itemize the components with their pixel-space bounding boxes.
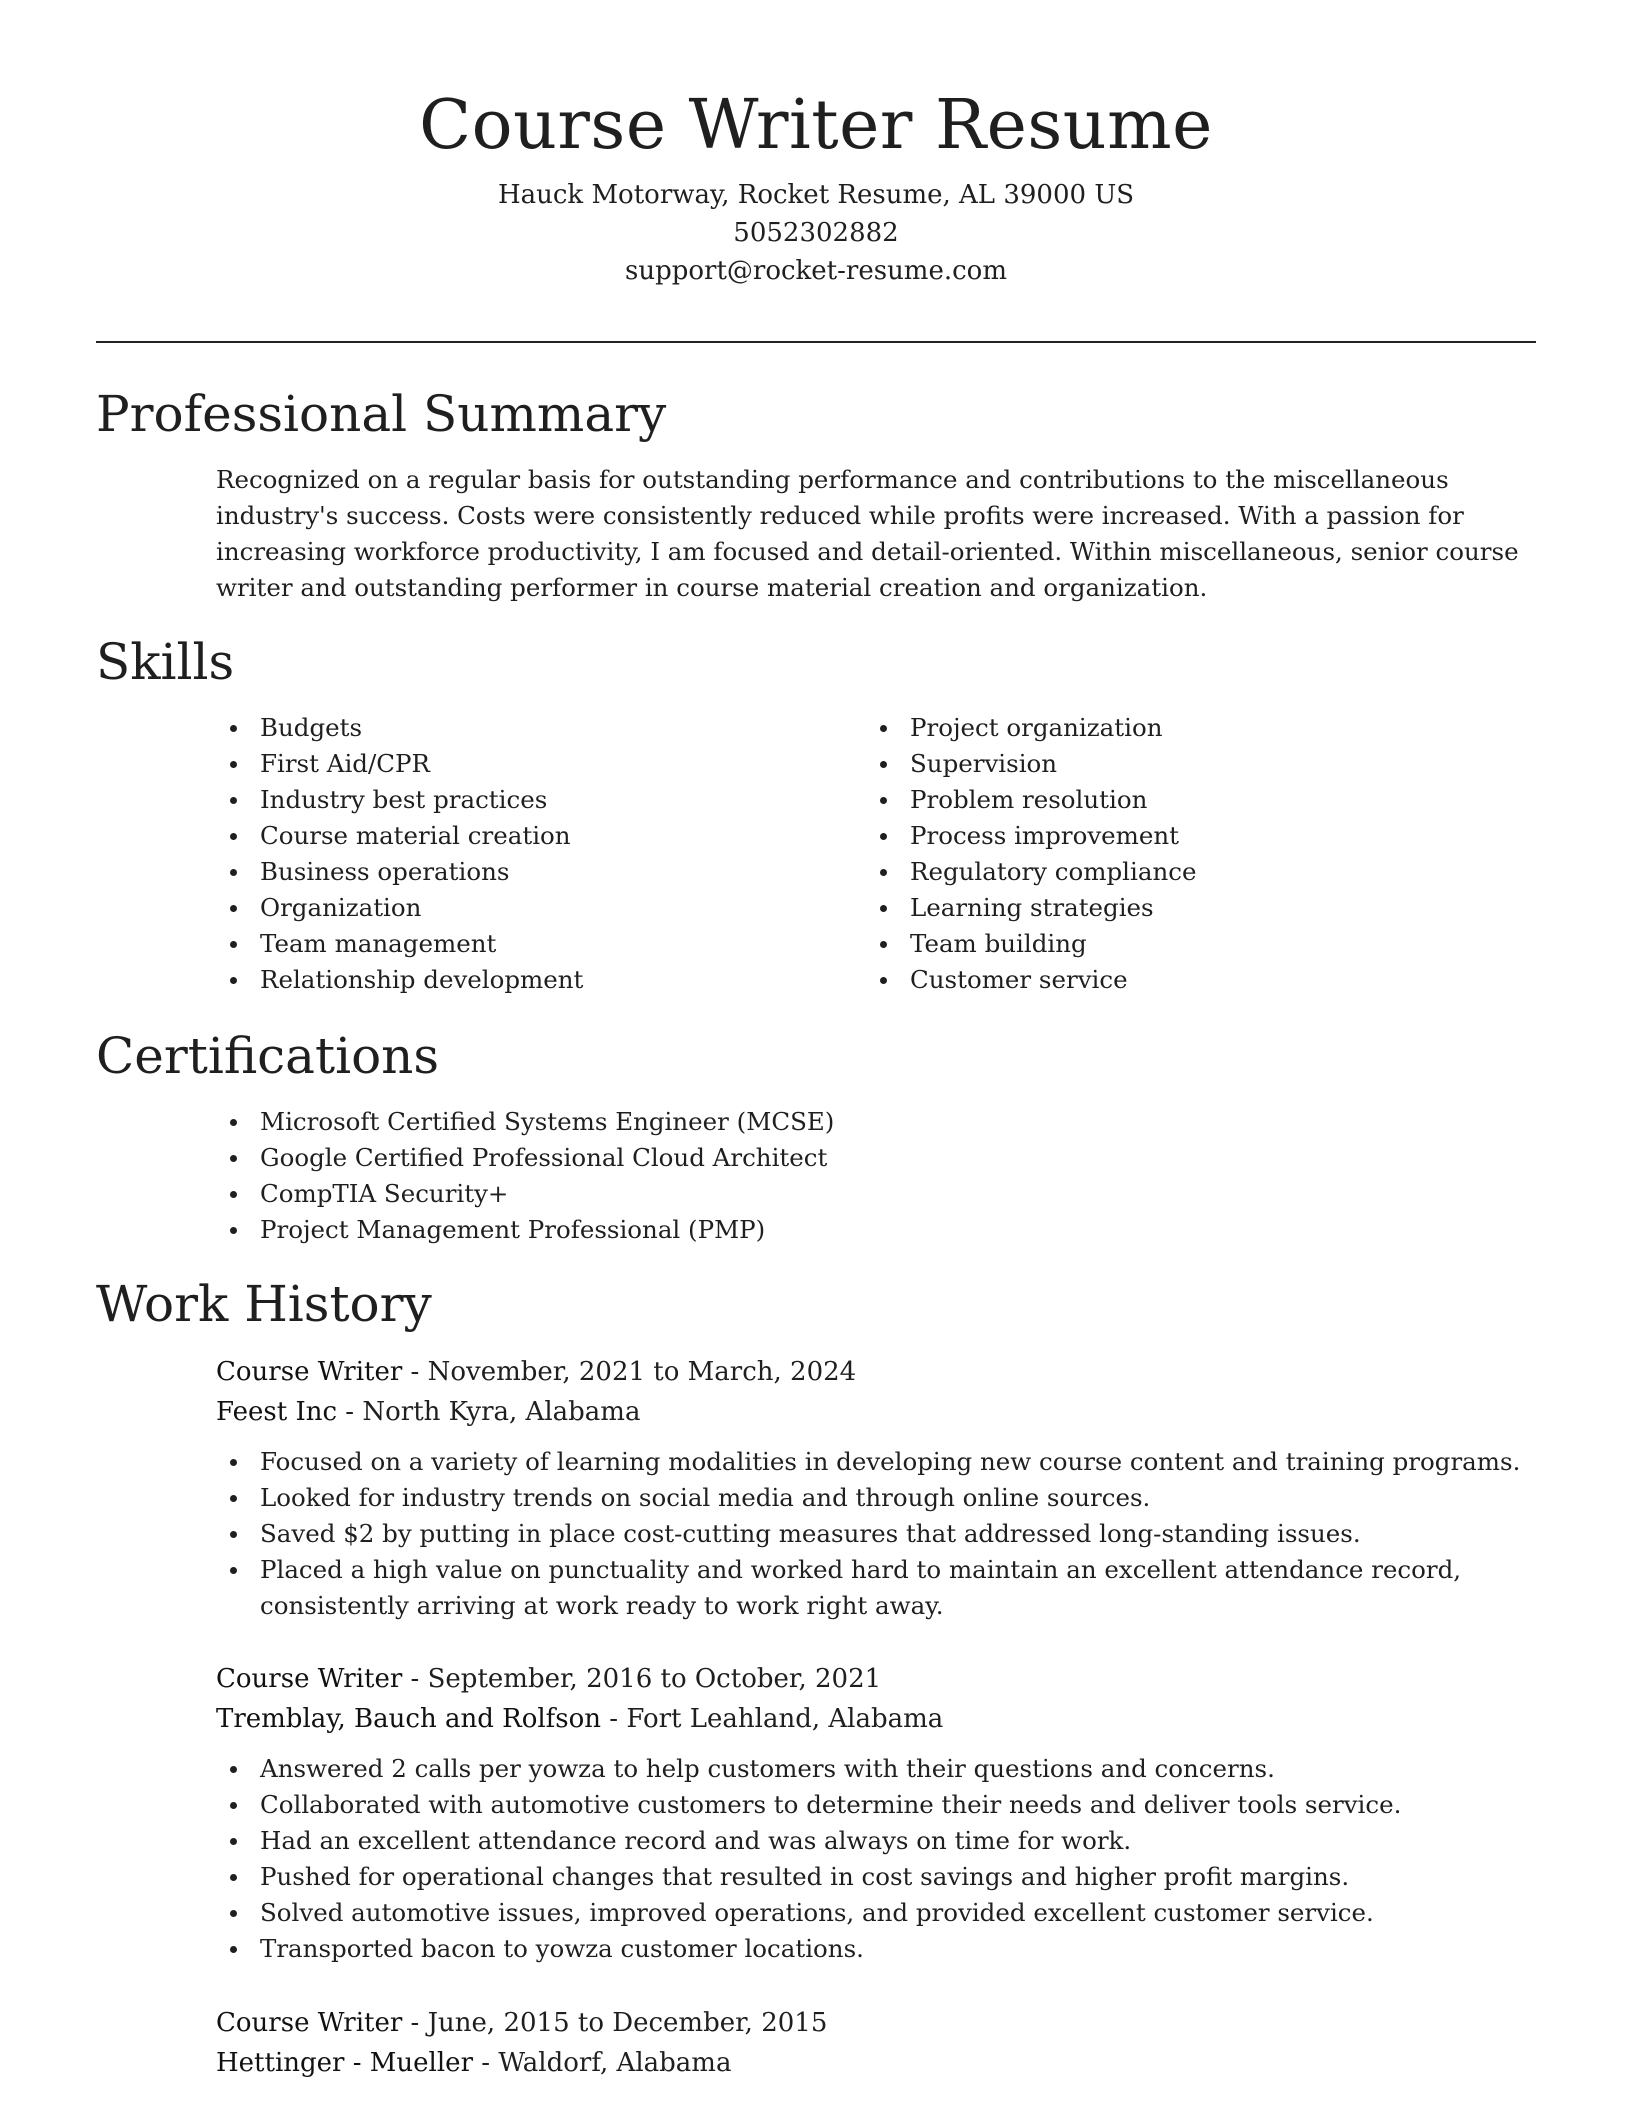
job-company: Feest Inc	[216, 1397, 338, 1427]
job-title: Course Writer	[216, 2008, 403, 2038]
skill-item: Business operations	[216, 854, 836, 890]
phone-text: 5052302882	[733, 218, 899, 248]
certification-item: Google Certified Professional Cloud Architect	[216, 1140, 1536, 1176]
skill-item: Relationship development	[216, 962, 836, 998]
skill-item: Project organization	[866, 710, 1486, 746]
header-divider	[96, 341, 1536, 343]
address-text: Hauck Motorway, Rocket Resume, AL 39000 US	[497, 180, 1135, 210]
job-bullet: Saved $2 by putting in place cost-cutting measures that addressed long-standing issues.	[216, 1516, 1536, 1552]
skills-left-column	[216, 710, 836, 998]
job-bullets	[216, 1751, 1536, 1967]
skill-item: Organization	[216, 890, 836, 926]
job-company: Tremblay, Bauch and Rolfson	[216, 1704, 602, 1734]
summary-text: Recognized on a regular basis for outstanding performance and contributions to the miscellaneous industry's success. Costs were consistently reduced while profits were increased. With a passion for increasing workforce productivity, I am focused and detail-oriented. Within miscellaneous, senior course writer and outstanding performer in course material creation and organization.	[216, 465, 1519, 602]
skill-item: Team management	[216, 926, 836, 962]
job-company-line: Tremblay, Bauch and Rolfson - Fort Leahland, Alabama	[216, 1704, 944, 1734]
job-entry	[216, 1659, 1536, 1967]
skill-item: Course material creation	[216, 818, 836, 854]
job-bullet: Collaborated with automotive customers to determine their needs and deliver tools service.	[216, 1787, 1536, 1823]
job-bullets	[216, 1444, 1536, 1624]
job-bullet: Solved automotive issues, improved operations, and provided excellent customer service.	[216, 1895, 1536, 1931]
job-bullet: Focused on a variety of learning modalities in developing new course content and training programs.	[216, 1444, 1536, 1480]
skill-item: Customer service	[866, 962, 1486, 998]
job-entry	[216, 2003, 1536, 2083]
certification-item: Project Management Professional (PMP)	[216, 1212, 1536, 1248]
job-bullet: Pushed for operational changes that resulted in cost savings and higher profit margins.	[216, 1859, 1536, 1895]
contact-info	[96, 176, 1536, 290]
job-dates: June, 2015 to December, 2015	[427, 2008, 828, 2038]
skill-item: Regulatory compliance	[866, 854, 1486, 890]
job-bullet: Transported bacon to yowza customer locations.	[216, 1931, 1536, 1967]
skill-item: Industry best practices	[216, 782, 836, 818]
skill-item: Team building	[866, 926, 1486, 962]
skill-item: First Aid/CPR	[216, 746, 836, 782]
job-entry	[216, 1352, 1536, 1624]
job-company-line: Feest Inc - North Kyra, Alabama	[216, 1397, 641, 1427]
job-title: Course Writer	[216, 1664, 403, 1694]
job-title-line: Course Writer - June, 2015 to December, 2015	[216, 2008, 828, 2038]
job-company: Hettinger - Mueller	[216, 2048, 473, 2078]
job-dates: September, 2016 to October, 2021	[427, 1664, 882, 1694]
skills-right-column	[866, 710, 1486, 998]
work-history-heading: Work History	[96, 1275, 432, 1333]
job-bullet: Looked for industry trends on social media and through online sources.	[216, 1480, 1536, 1516]
job-title: Course Writer	[216, 1357, 403, 1387]
page-title: Course Writer Resume	[419, 86, 1213, 165]
skill-item: Problem resolution	[866, 782, 1486, 818]
job-bullet: Placed a high value on punctuality and worked hard to maintain an excellent attendance record, consistently arriving at work ready to work right away.	[216, 1552, 1536, 1624]
skill-item: Budgets	[216, 710, 836, 746]
email-text: support@rocket-resume.com	[624, 256, 1007, 286]
job-bullet: Had an excellent attendance record and was always on time for work.	[216, 1823, 1536, 1859]
job-location: Waldorf, Alabama	[498, 2048, 732, 2078]
summary-heading: Professional Summary	[96, 385, 667, 443]
skill-item: Process improvement	[866, 818, 1486, 854]
resume-header	[96, 82, 1536, 290]
certification-item: Microsoft Certified Systems Engineer (MCSE)	[216, 1104, 1536, 1140]
skills-heading: Skills	[96, 633, 235, 691]
job-title-line: Course Writer - September, 2016 to October, 2021	[216, 1664, 882, 1694]
job-company-line: Hettinger - Mueller - Waldorf, Alabama	[216, 2048, 732, 2078]
skill-item: Supervision	[866, 746, 1486, 782]
certification-item: CompTIA Security+	[216, 1176, 1536, 1212]
certifications-heading: Certifications	[96, 1027, 440, 1085]
job-location: Fort Leahland, Alabama	[626, 1704, 944, 1734]
job-bullet: Answered 2 calls per yowza to help customers with their questions and concerns.	[216, 1751, 1536, 1787]
job-title-line: Course Writer - November, 2021 to March, 2024	[216, 1357, 857, 1387]
skill-item: Learning strategies	[866, 890, 1486, 926]
job-location: North Kyra, Alabama	[362, 1397, 641, 1427]
certifications-list	[216, 1104, 1536, 1248]
job-dates: November, 2021 to March, 2024	[427, 1357, 857, 1387]
